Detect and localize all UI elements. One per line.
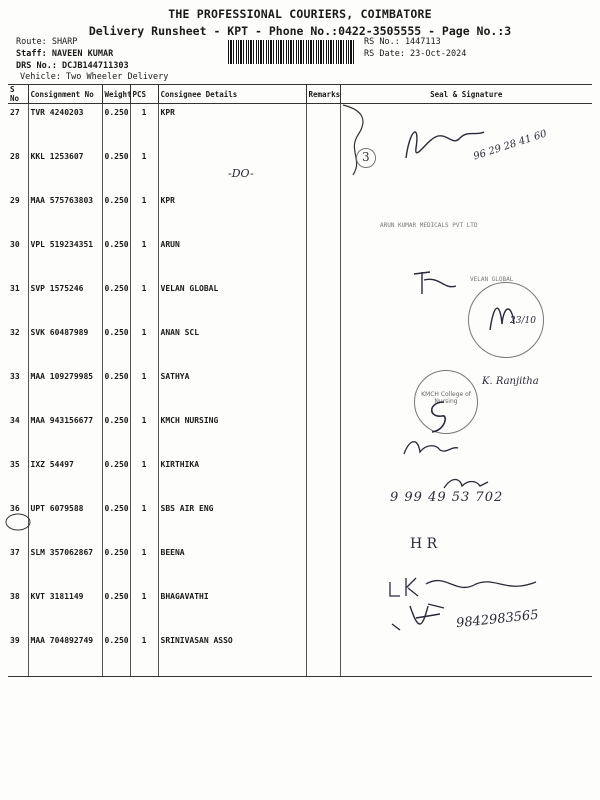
meta-right [364, 36, 466, 60]
cell-weight: 0.250 [102, 148, 130, 192]
signature-38 [386, 570, 546, 600]
cell-consignee: KIRTHIKA [158, 456, 306, 500]
cell-remarks [306, 500, 340, 544]
cell-pcs: 1 [130, 148, 158, 192]
cell-consignment: MAA 704892749 [28, 632, 102, 677]
cell-seal [340, 324, 592, 368]
cell-pcs: 1 [130, 632, 158, 677]
cell-remarks [306, 236, 340, 280]
cell-sno: 31 [8, 280, 28, 324]
cell-consignment: VPL 519234351 [28, 236, 102, 280]
stamp-velan-text: VELAN GLOBAL [470, 276, 514, 283]
cell-weight: 0.250 [102, 544, 130, 588]
stamp-arun [380, 222, 580, 230]
table-row [8, 236, 592, 280]
signature-35 [400, 434, 460, 458]
cell-pcs: 1 [130, 368, 158, 412]
cell-remarks [306, 632, 340, 677]
cell-remarks [306, 324, 340, 368]
cell-pcs: 1 [130, 500, 158, 544]
cell-sno: 30 [8, 236, 28, 280]
cell-sno: 36 [8, 500, 28, 544]
cell-remarks [306, 544, 340, 588]
cell-sno: 32 [8, 324, 28, 368]
cell-pcs: 1 [130, 192, 158, 236]
cell-consignment: SLM 357062867 [28, 544, 102, 588]
meta-left [16, 36, 129, 72]
cell-sno: 34 [8, 412, 28, 456]
phone-28: 96 29 28 41 60 [472, 128, 549, 163]
cell-weight: 0.250 [102, 368, 130, 412]
cell-consignee: KPR [158, 192, 306, 236]
cell-weight: 0.250 [102, 192, 130, 236]
col-header-pcs: PCS [130, 85, 158, 104]
cell-consignee: SRINIVASAN ASSO [158, 632, 306, 677]
remark-circle-text: 3 [362, 150, 370, 164]
barcode-image [228, 40, 356, 64]
cell-pcs: 1 [130, 412, 158, 456]
cell-consignee: ARUN [158, 236, 306, 280]
cell-pcs: 1 [130, 280, 158, 324]
cell-seal [340, 280, 592, 324]
col-header-remarks: Remarks [306, 85, 340, 104]
cell-remarks [306, 148, 340, 192]
document-subtitle: Delivery Runsheet - KPT - Phone No.:0422-3505555 - Page No.:3 [88, 24, 512, 38]
cell-seal [340, 632, 592, 677]
cell-consignment: SVP 1575246 [28, 280, 102, 324]
cell-weight: 0.250 [102, 632, 130, 677]
cell-sno: 38 [8, 588, 28, 632]
cell-pcs: 1 [130, 324, 158, 368]
document-title: THE PROFESSIONAL COURIERS, COIMBATORE [168, 7, 432, 21]
cell-consignment: SVK 60487989 [28, 324, 102, 368]
signature-39 [388, 600, 448, 634]
cell-remarks [306, 280, 340, 324]
phone-36: 9 99 49 53 702 [390, 490, 504, 505]
cell-consignee: VELAN GLOBAL [158, 280, 306, 324]
cell-remarks [306, 368, 340, 412]
table-row [8, 500, 592, 544]
stamp-arun-text: ARUN KUMAR MEDICALS PVT LTD [380, 222, 478, 229]
kmch-stamp-text: KMCH College of Nursing [421, 391, 471, 405]
sno-37-circle [4, 512, 32, 532]
phone-39: 9842983565 [455, 607, 540, 632]
cell-sno: 33 [8, 368, 28, 412]
cell-consignee: KPR [158, 104, 306, 149]
cell-pcs: 1 [130, 456, 158, 500]
remark-circle [356, 148, 376, 168]
cell-pcs: 1 [130, 588, 158, 632]
table-row [8, 632, 592, 677]
cell-seal [340, 236, 592, 280]
cell-sno: 27 [8, 104, 28, 149]
col-header-weight: Weight [102, 85, 130, 104]
cell-weight: 0.250 [102, 236, 130, 280]
cell-remarks [306, 104, 340, 149]
cell-sno: 29 [8, 192, 28, 236]
col-header-seal: Seal & Signature [340, 85, 592, 104]
cell-pcs: 1 [130, 104, 158, 149]
cell-consignee: SBS AIR ENG [158, 500, 306, 544]
cell-consignment: KKL 1253607 [28, 148, 102, 192]
rs-date-label: RS Date: 23-Oct-2024 [364, 49, 467, 59]
cell-consignment: TVR 4240203 [28, 104, 102, 149]
cell-remarks [306, 456, 340, 500]
table-row [8, 148, 592, 192]
route-label: Route: SHARP [16, 37, 78, 47]
vehicle-label: Vehicle: Two Wheeler Delivery [20, 72, 169, 82]
table-row [8, 456, 592, 500]
cell-weight: 0.250 [102, 456, 130, 500]
drs-label: DRS No.: DCJB144711303 [16, 61, 129, 71]
ditto-mark: -DO- [228, 167, 254, 180]
table-row [8, 368, 592, 412]
cell-consignment: MAA 575763803 [28, 192, 102, 236]
cell-remarks [306, 192, 340, 236]
col-header-consignee: Consignee Details [158, 85, 306, 104]
table-row [8, 412, 592, 456]
cell-consignee: SATHYA [158, 368, 306, 412]
remarks-bracket-scribble [338, 100, 378, 180]
cell-sno: 35 [8, 456, 28, 500]
cell-weight: 0.250 [102, 104, 130, 149]
date-32: 23/10 [510, 316, 536, 326]
cell-sno: 39 [8, 632, 28, 677]
cell-consignment: IXZ 54497 [28, 456, 102, 500]
cell-consignee: ANAN SCL [158, 324, 306, 368]
cell-weight: 0.250 [102, 500, 130, 544]
cell-sno: 28 [8, 148, 28, 192]
signature-32 [484, 294, 524, 334]
cell-consignee: BHAGAVATHI [158, 588, 306, 632]
cell-sno: 37 [8, 544, 28, 588]
signature-34 [424, 396, 454, 436]
table-header-row [8, 85, 592, 104]
cell-weight: 0.250 [102, 280, 130, 324]
cell-consignment: MAA 943156677 [28, 412, 102, 456]
signature-37: H R [410, 536, 438, 552]
cell-pcs: 1 [130, 544, 158, 588]
ranjitha-signature: K. Ranjitha [482, 376, 539, 387]
cell-weight: 0.250 [102, 588, 130, 632]
cell-consignee: KMCH NURSING [158, 412, 306, 456]
cell-weight: 0.250 [102, 324, 130, 368]
col-header-sno: S No [8, 85, 28, 104]
cell-remarks [306, 588, 340, 632]
cell-consignment: UPT 6079588 [28, 500, 102, 544]
cell-pcs: 1 [130, 236, 158, 280]
cell-seal [340, 500, 592, 544]
cell-consignment: MAA 109279985 [28, 368, 102, 412]
signature-31 [410, 268, 460, 298]
staff-label: Staff: NAVEEN KUMAR [16, 49, 114, 59]
cell-remarks [306, 412, 340, 456]
cell-consignee: BEENA [158, 544, 306, 588]
col-header-consignment: Consignment No [28, 85, 102, 104]
rs-no-label: RS No.: 1447113 [364, 37, 441, 47]
cell-consignment: KVT 3181149 [28, 588, 102, 632]
cell-weight: 0.250 [102, 412, 130, 456]
